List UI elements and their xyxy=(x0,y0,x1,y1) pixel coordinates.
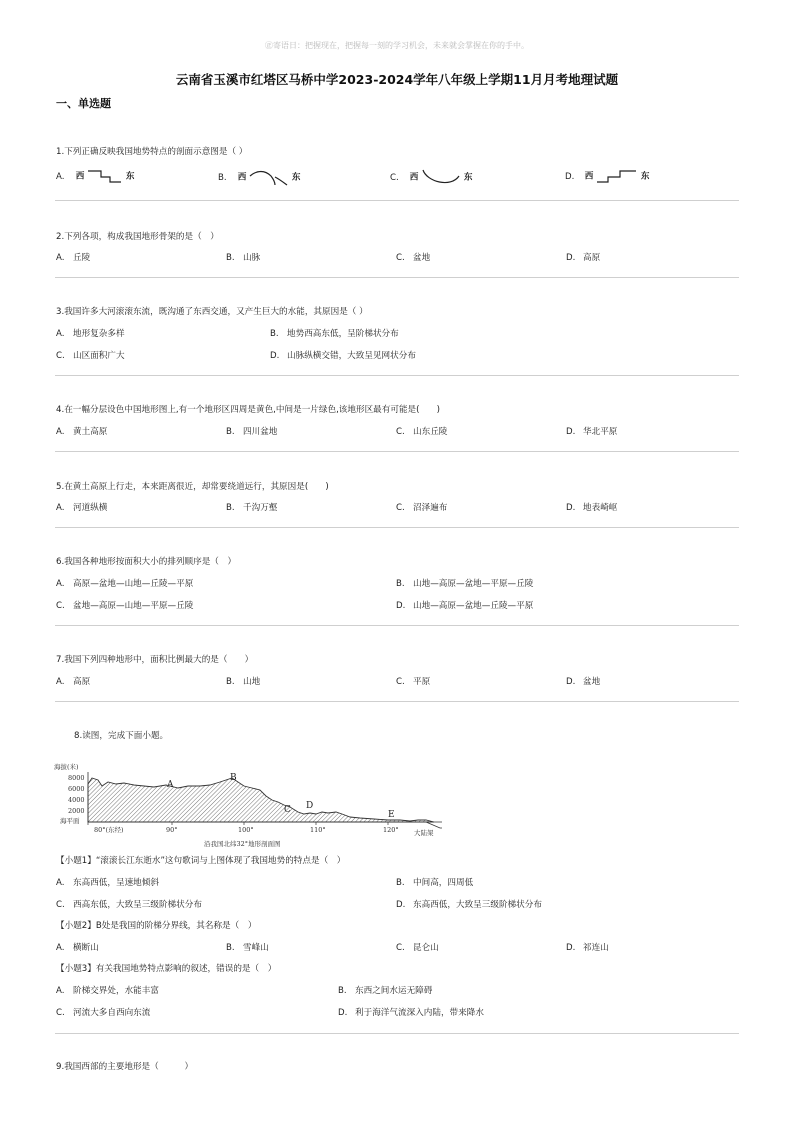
option-text: 地形复杂多样 xyxy=(73,329,125,339)
y-axis-label: 海拔(米) xyxy=(54,763,79,771)
option-letter: A. xyxy=(56,503,65,513)
q1-option-d[interactable] xyxy=(565,168,649,184)
option-text: 黄土高原 xyxy=(73,427,108,437)
option-letter: C. xyxy=(56,601,65,611)
option-text: 盆地—高原—山地—平原—丘陵 xyxy=(73,601,194,611)
q4-option-b[interactable] xyxy=(226,425,277,437)
sub3-option-c[interactable] xyxy=(56,1006,150,1018)
option-letter: D. xyxy=(566,503,576,513)
option-text: 西高东低，大致呈三级阶梯状分布 xyxy=(73,900,202,910)
option-letter: B. xyxy=(218,172,227,183)
option-text: 盆地 xyxy=(413,253,431,263)
q4-option-d[interactable] xyxy=(566,425,617,437)
option-text: 盆地 xyxy=(583,677,601,687)
q2-option-d[interactable] xyxy=(566,251,600,263)
sub3-option-a[interactable] xyxy=(56,984,159,996)
option-text: 山脉纵横交错，大致呈见网状分布 xyxy=(287,351,416,361)
option-text: 河流大多自西向东流 xyxy=(73,1008,151,1018)
question-3-stem: 3.我国许多大河滚滚东流，既沟通了东西交通，又产生巨大的水能，其原因是（ ） xyxy=(56,307,368,317)
option-letter: B. xyxy=(226,943,235,953)
q6-option-c[interactable] xyxy=(56,599,193,611)
option-letter: C. xyxy=(56,900,65,910)
question-6-stem: 6.我国各种地形按面积大小的排列顺序是（ ） xyxy=(56,557,237,567)
option-letter: C. xyxy=(390,172,399,183)
option-text: 利于海洋气流深入内陆，带来降水 xyxy=(355,1008,484,1018)
option-letter: C. xyxy=(396,677,405,687)
option-text: 地势西高东低，呈阶梯状分布 xyxy=(287,329,399,339)
option-letter: B. xyxy=(396,579,405,589)
sub3-option-b[interactable] xyxy=(338,984,432,996)
divider xyxy=(55,701,739,702)
west-label: 西 xyxy=(75,171,85,182)
option-text: 地表崎岖 xyxy=(583,503,618,513)
option-letter: C. xyxy=(56,351,65,361)
profile-diagram-a xyxy=(87,168,123,184)
option-letter: B. xyxy=(226,503,235,513)
sub1-option-c[interactable] xyxy=(56,898,202,910)
option-text: 昆仑山 xyxy=(413,943,439,953)
option-text: 千沟万壑 xyxy=(243,503,278,513)
option-letter: D. xyxy=(565,171,575,182)
option-letter: A. xyxy=(56,253,65,263)
sub3-option-d[interactable] xyxy=(338,1006,484,1018)
option-text: 山地 xyxy=(243,677,261,687)
option-text: 高原 xyxy=(583,253,601,263)
y-tick-6000: 6000 xyxy=(68,785,85,793)
east-label: 东 xyxy=(291,172,301,183)
question-5-stem: 5.在黄土高原上行走，本来距离很近，却常要绕道远行，其原因是( ) xyxy=(56,482,329,492)
divider xyxy=(55,451,739,452)
option-letter: C. xyxy=(56,1008,65,1018)
q4-option-c[interactable] xyxy=(396,425,447,437)
divider xyxy=(55,277,739,278)
q1-option-b[interactable] xyxy=(218,168,300,186)
west-label: 西 xyxy=(584,171,594,182)
option-letter: A. xyxy=(56,427,65,437)
question-8-stem: 8.读图，完成下面小题。 xyxy=(74,731,169,741)
q5-option-d[interactable] xyxy=(566,501,617,513)
y-tick-2000: 2000 xyxy=(68,807,85,815)
option-text: 山地—高原—盆地—平原—丘陵 xyxy=(413,579,534,589)
option-letter: A. xyxy=(56,579,65,589)
option-text: 沼泽遍布 xyxy=(413,503,448,513)
option-text: 高原—盆地—山地—丘陵—平原 xyxy=(73,579,194,589)
option-letter: A. xyxy=(56,171,65,182)
option-letter: D. xyxy=(338,1008,348,1018)
option-letter: D. xyxy=(566,943,576,953)
terrain-profile-area xyxy=(88,778,434,822)
west-label: 西 xyxy=(237,172,247,183)
question-2-stem: 2.下列各项，构成我国地形骨架的是（ ） xyxy=(56,232,219,242)
option-text: 山地—高原—盆地—丘陵—平原 xyxy=(413,601,534,611)
q2-option-a[interactable] xyxy=(56,251,90,263)
subquestion-2-stem: 【小题2】B处是我国的阶梯分界线，其名称是（ ） xyxy=(56,921,257,931)
option-text: 河道纵横 xyxy=(73,503,108,513)
profile-diagram-c xyxy=(421,168,461,186)
question-4-stem: 4.在一幅分层设色中国地形图上,有一个地形区四周是黄色,中间是一片绿色,该地形区最有可能是( ) xyxy=(56,405,441,415)
divider xyxy=(55,527,739,528)
option-letter: C. xyxy=(396,943,405,953)
option-letter: C. xyxy=(396,503,405,513)
option-letter: B. xyxy=(396,878,405,888)
q3-option-d[interactable] xyxy=(270,349,416,361)
option-letter: D. xyxy=(270,351,280,361)
option-text: 山脉 xyxy=(243,253,261,263)
q3-option-a[interactable] xyxy=(56,327,125,339)
option-letter: B. xyxy=(270,329,279,339)
q3-option-b[interactable] xyxy=(270,327,399,339)
option-letter: B. xyxy=(226,253,235,263)
option-letter: D. xyxy=(396,900,406,910)
option-text: 华北平原 xyxy=(583,427,618,437)
q1-option-a[interactable] xyxy=(56,168,134,184)
east-label: 东 xyxy=(640,171,650,182)
option-letter: D. xyxy=(566,677,576,687)
terrain-profile-figure xyxy=(54,758,454,852)
q5-option-a[interactable] xyxy=(56,501,107,513)
option-letter: D. xyxy=(396,601,406,611)
point-e-label: E xyxy=(388,810,395,820)
x-tick-110: 110° xyxy=(310,826,326,834)
question-7-stem: 7.我国下列四种地形中，面积比例最大的是（ ） xyxy=(56,655,254,665)
q5-option-b[interactable] xyxy=(226,501,277,513)
subquestion-1-stem: 【小题1】“滚滚长江东逝水”这句歌词与上图体现了我国地势的特点是（ ） xyxy=(56,856,346,866)
option-letter: B. xyxy=(226,427,235,437)
divider xyxy=(55,200,739,201)
option-text: 东高西低，呈速地倾斜 xyxy=(73,878,159,888)
option-text: 平原 xyxy=(413,677,431,687)
sub2-option-d[interactable] xyxy=(566,941,609,953)
q7-option-d[interactable] xyxy=(566,675,600,687)
motto-header: ㊣寄语日：把握现在，把握每一刻的学习机会，未来就会掌握在你的手中。 xyxy=(265,41,529,50)
option-text: 祁连山 xyxy=(583,943,609,953)
divider xyxy=(55,1033,739,1034)
west-label: 西 xyxy=(409,172,419,183)
option-letter: D. xyxy=(566,253,576,263)
q4-option-a[interactable] xyxy=(56,425,107,437)
point-c-label: C xyxy=(284,805,291,815)
shelf-line xyxy=(426,822,442,828)
point-b-label: B xyxy=(230,773,237,783)
figure-caption: 沿我国北纬32°地形剖面图 xyxy=(204,840,281,848)
question-9-stem: 9.我国西部的主要地形是（ ） xyxy=(56,1062,194,1072)
option-text: 横断山 xyxy=(73,943,99,953)
divider xyxy=(55,375,739,376)
option-text: 山东丘陵 xyxy=(413,427,448,437)
y-tick-8000: 8000 xyxy=(68,774,85,782)
x-tick-90: 90° xyxy=(166,826,178,834)
east-label: 东 xyxy=(125,171,135,182)
x-tick-120: 120° xyxy=(383,826,399,834)
sub2-option-c[interactable] xyxy=(396,941,439,953)
option-letter: B. xyxy=(338,986,347,996)
east-label: 东 xyxy=(463,172,473,183)
q6-option-a[interactable] xyxy=(56,577,193,589)
option-letter: A. xyxy=(56,677,65,687)
option-letter: A. xyxy=(56,878,65,888)
option-text: 阶梯交界处，水能丰富 xyxy=(73,986,159,996)
option-letter: A. xyxy=(56,329,65,339)
option-text: 东高西低，大致呈三级阶梯状分布 xyxy=(413,900,542,910)
q2-option-b[interactable] xyxy=(226,251,260,263)
option-text: 东西之间水运无障碍 xyxy=(355,986,433,996)
option-text: 四川盆地 xyxy=(243,427,278,437)
q5-option-c[interactable] xyxy=(396,501,447,513)
profile-diagram-b xyxy=(249,168,289,186)
point-d-label: D xyxy=(306,801,314,811)
q6-option-b[interactable] xyxy=(396,577,533,589)
q1-option-c[interactable] xyxy=(390,168,472,186)
option-letter: C. xyxy=(396,427,405,437)
option-text: 雪峰山 xyxy=(243,943,269,953)
q7-option-b[interactable] xyxy=(226,675,260,687)
option-letter: A. xyxy=(56,943,65,953)
option-letter: D. xyxy=(566,427,576,437)
x-tick-80: 80°(东经) xyxy=(94,826,124,834)
y-tick-4000: 4000 xyxy=(68,796,85,804)
sub1-option-b[interactable] xyxy=(396,876,473,888)
profile-diagram-d xyxy=(596,168,638,184)
option-text: 山区面积广大 xyxy=(73,351,125,361)
option-text: 高原 xyxy=(73,677,91,687)
option-text: 中间高，四周低 xyxy=(413,878,474,888)
sub1-option-a[interactable] xyxy=(56,876,159,888)
sub2-option-a[interactable] xyxy=(56,941,99,953)
q2-option-c[interactable] xyxy=(396,251,430,263)
divider xyxy=(55,625,739,626)
sub1-option-d[interactable] xyxy=(396,898,542,910)
sea-level-label: 海平面 xyxy=(60,817,80,825)
question-1-stem: 1.下列正确反映我国地势特点的剖面示意图是（ ） xyxy=(56,147,248,157)
option-text: 丘陵 xyxy=(73,253,91,263)
x-tick-100: 100° xyxy=(238,826,254,834)
option-letter: C. xyxy=(396,253,405,263)
sub2-option-b[interactable] xyxy=(226,941,269,953)
section-heading: 一、单选题 xyxy=(56,97,111,110)
q7-option-c[interactable] xyxy=(396,675,430,687)
option-letter: B. xyxy=(226,677,235,687)
q3-option-c[interactable] xyxy=(56,349,125,361)
q6-option-d[interactable] xyxy=(396,599,533,611)
q7-option-a[interactable] xyxy=(56,675,90,687)
subquestion-3-stem: 【小题3】有关我国地势特点影响的叙述，错误的是（ ） xyxy=(56,964,277,974)
point-a-label: A xyxy=(167,780,174,790)
page-title: 云南省玉溪市红塔区马桥中学2023-2024学年八年级上学期11月月考地理试题 xyxy=(175,72,619,87)
option-letter: A. xyxy=(56,986,65,996)
continental-shelf-label: 大陆架 xyxy=(414,829,434,837)
